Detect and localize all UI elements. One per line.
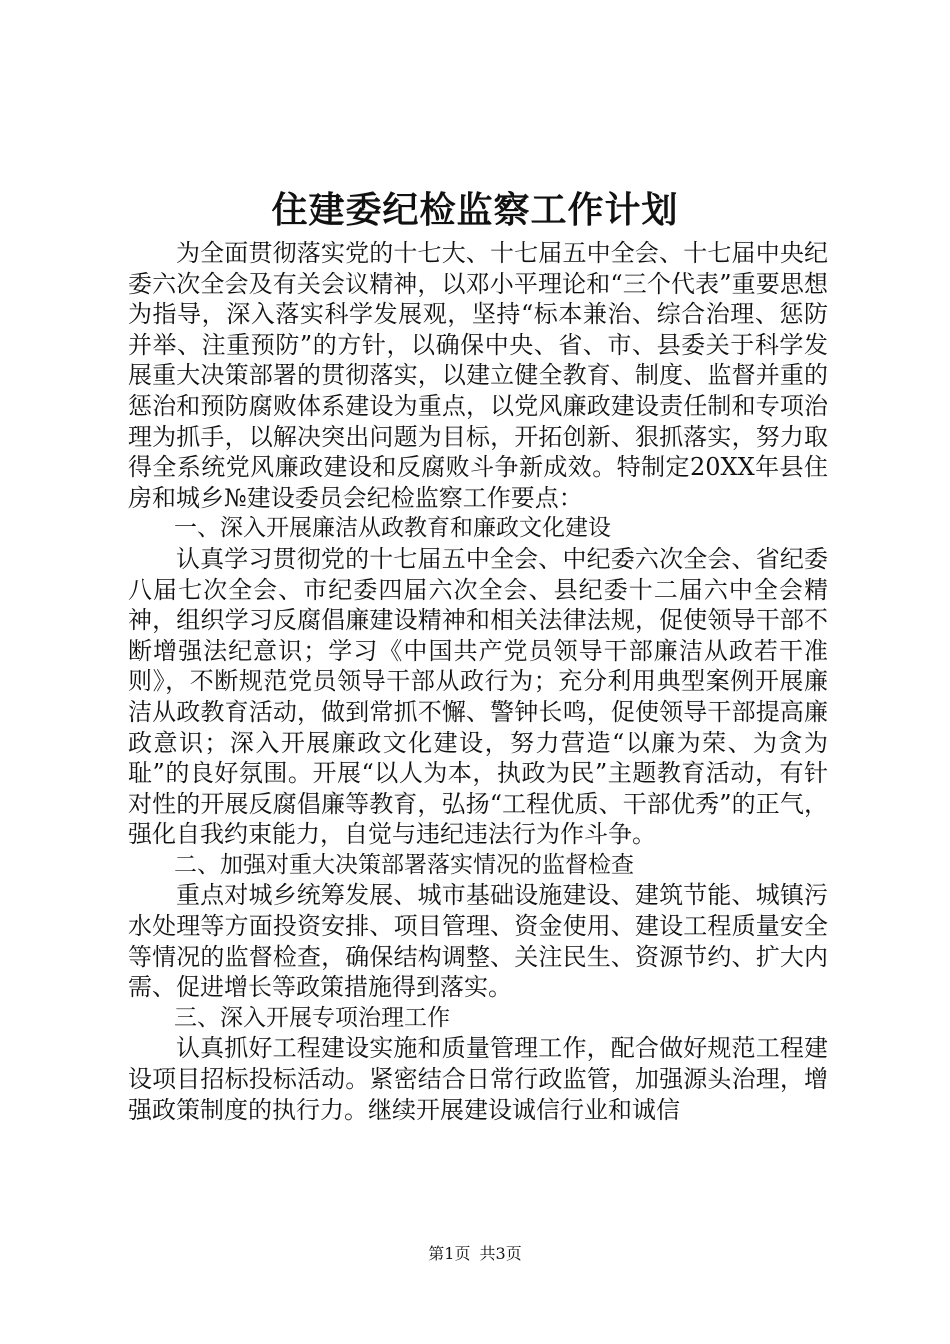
page-total: 共3页 [479,1244,522,1263]
document-body [128,238,828,1125]
body-paragraph: 认真抓好工程建设实施和质量管理工作，配合做好规范工程建设项目招标投标活动。紧密结合日常行政监管，加强源头治理，增强政策制度的执行力。继续开展建设诚信行业和诚信 [128,1034,828,1124]
body-paragraph: 认真学习贯彻党的十七届五中全会、中纪委六次全会、省纪委八届七次全会、市纪委四届六次全会、县纪委十二届六中全会精神，组织学习反腐倡廉建设精神和相关法律法规，促使领导干部不断增强法纪意识；学习《中国共产党员领导干部廉洁从政若干准则》，不断规范党员领导干部从政行为；充分利用典型案例开展廉洁从政教育活动，做到常抓不懈、警钟长鸣，促使领导干部提高廉政意识；深入开展廉政文化建设，努力营造“以廉为荣、为贪为耻”的良好氛围。开展“以人为本，执政为民”主题教育活动，有针对性的开展反腐倡廉等教育，弘扬“工程优质、干部优秀”的正气，强化自我约束能力，自觉与违纪违法行为作斗争。 [128,544,828,849]
section-heading: 一、深入开展廉洁从政教育和廉政文化建设 [174,515,611,542]
body-paragraph: 为全面贯彻落实党的十七大、十七届五中全会、十七届中央纪委六次全会及有关会议精神，以邓小平理论和“三个代表”重要思想为指导，深入落实科学发展观，坚持“标本兼治、综合治理、惩防并举、注重预防”的方针，以确保中央、省、市、县委关于科学发展重大决策部署的贯彻落实，以建立健全教育、制度、监督并重的惩治和预防腐败体系建设为重点，以党风廉政建设责任制和专项治理为抓手，以解决突出问题为目标，开拓创新、狠抓落实，努力取得全系统党风廉政建设和反腐败斗争新成效。特制定20XX年县住房和城乡№建设委员会纪检监察工作要点： [128,239,828,512]
page-number: 第1页 [428,1244,471,1263]
section-heading: 三、深入开展专项治理工作 [174,1004,450,1031]
page-footer [0,1244,950,1264]
document-title: 住建委纪检监察工作计划 [271,189,679,231]
body-paragraph: 重点对城乡统筹发展、城市基础设施建设、建筑节能、城镇污水处理等方面投资安排、项目管理、资金使用、建设工程质量安全等情况的监督检查，确保结构调整、关注民生、资源节约、扩大内需、促进增长等政策措施得到落实。 [128,881,828,1002]
section-heading: 二、加强对重大决策部署落实情况的监督检查 [174,851,634,878]
